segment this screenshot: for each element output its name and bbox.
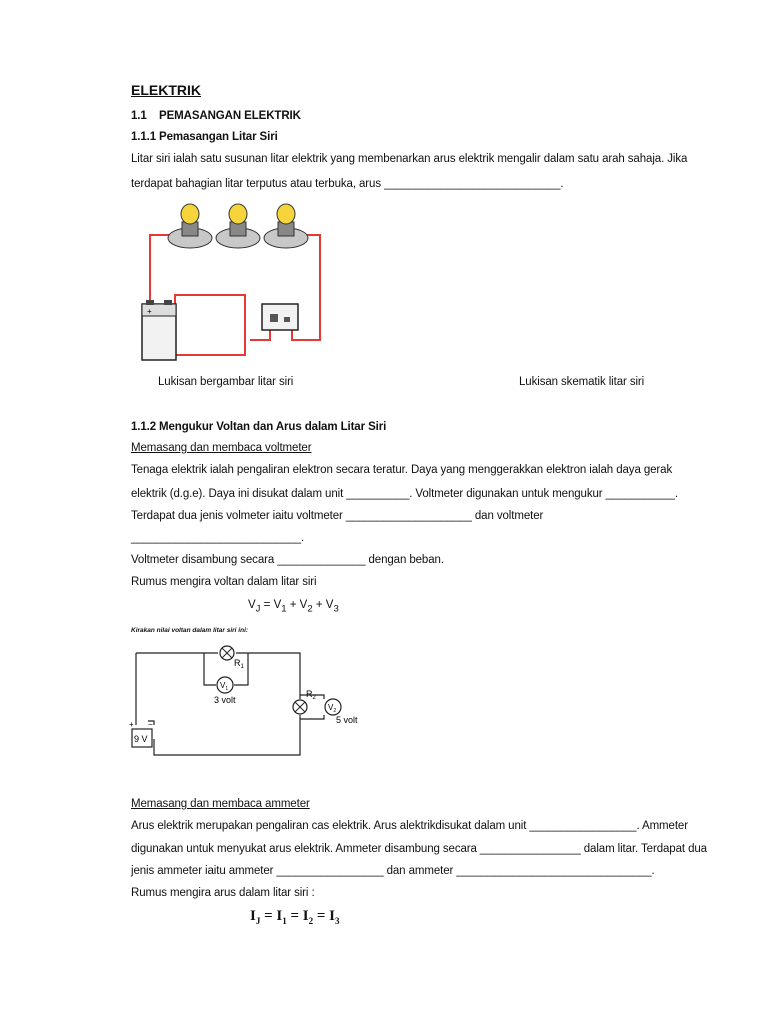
svg-text:V1: $V_1$ [220, 681, 229, 692]
voltmeter-v2-icon [325, 699, 341, 715]
voltmeter-circuit-schematic [128, 643, 368, 763]
paragraph-line: Tenaga elektrik ialah pengaliran elektron secara teratur. Daya yang menggerakkan elektron ialah daya gerak [131, 464, 673, 476]
subsection-title: Mengukur Voltan dan Arus dalam Litar Siri [159, 421, 387, 433]
paragraph-line: elektrik (d.g.e). Daya ini disukat dalam unit __________. Voltmeter digunakan untuk mengukur ___________. [131, 488, 678, 500]
voltmeter-heading: Memasang dan membaca voltmeter [131, 442, 312, 454]
section-title: PEMASANGAN ELEKTRIK [159, 110, 301, 122]
paragraph-line: Rumus mengira arus dalam litar siri : [131, 887, 315, 899]
svg-text:+: + [129, 720, 134, 729]
lamp-r1-icon [220, 646, 234, 660]
paragraph-line: Rumus mengira voltan dalam litar siri [131, 576, 317, 588]
paragraph-line: Voltmeter disambung secara ______________ dengan beban. [131, 554, 444, 566]
r2-label: $R_2$ [306, 689, 316, 701]
paragraph-line: Arus elektrik merupakan pengaliran cas elektrik. Arus alektrikdisukat dalam unit _________________. Ammeter [131, 820, 688, 832]
figure-caption-left: Lukisan bergambar litar siri [158, 376, 294, 388]
current-formula: $I_J = I_1 = I_2 = I_3$ [250, 908, 340, 926]
svg-text:V2: $V_2$ [328, 703, 337, 714]
document-title: ELEKTRIK [131, 82, 201, 98]
paragraph-line: Litar siri ialah satu susunan litar elektrik yang membenarkan arus elektrik mengalir dalam satu arah sahaja. Jika [131, 153, 688, 165]
battery-plus-label: + [147, 307, 152, 316]
r1-label: $R_1$ [234, 658, 244, 670]
voltmeter-v1-icon [217, 677, 233, 693]
switch-icon [262, 304, 298, 330]
subsection-number: 1.1.2 [131, 421, 157, 433]
svg-text:−: − [148, 720, 153, 729]
svg-text:9 V: 9 V [134, 734, 148, 744]
ammeter-heading: Memasang dan membaca ammeter [131, 798, 310, 810]
paragraph-line: jenis ammeter iaitu ammeter _________________ dan ammeter _______________________________. [131, 865, 655, 877]
voltage-formula: $V_J = V_1 + V_2 + V_3$ [248, 599, 339, 615]
figure-instruction: Kirakan nilai voltan dalam litar siri ini: [131, 627, 249, 634]
figure-caption-right: Lukisan skematik litar siri [519, 376, 645, 388]
bulb-icon [168, 204, 212, 248]
lamp-r2-icon [293, 700, 307, 714]
subsection-title: Pemasangan Litar Siri [159, 131, 278, 143]
paragraph-line: terdapat bahagian litar terputus atau terbuka, arus ____________________________. [131, 178, 564, 190]
paragraph-line: Terdapat dua jenis volmeter iaitu voltmeter ____________________ dan voltmeter [131, 510, 544, 522]
subsection-number: 1.1.1 [131, 131, 157, 143]
paragraph-line: digunakan untuk menyukat arus elektrik. Ammeter disambung secara ________________ dalam litar. Terdapat dua [131, 843, 707, 855]
paragraph-line: ___________________________. [131, 532, 305, 544]
v2-reading: 5 volt [336, 715, 358, 725]
series-circuit-illustration [130, 200, 330, 360]
v1-reading: 3 volt [214, 695, 236, 705]
battery-9v-icon [129, 720, 153, 747]
bulb-icon [216, 204, 260, 248]
bulb-icon [264, 204, 308, 248]
battery-icon [142, 300, 176, 360]
section-number: 1.1 [131, 110, 147, 122]
